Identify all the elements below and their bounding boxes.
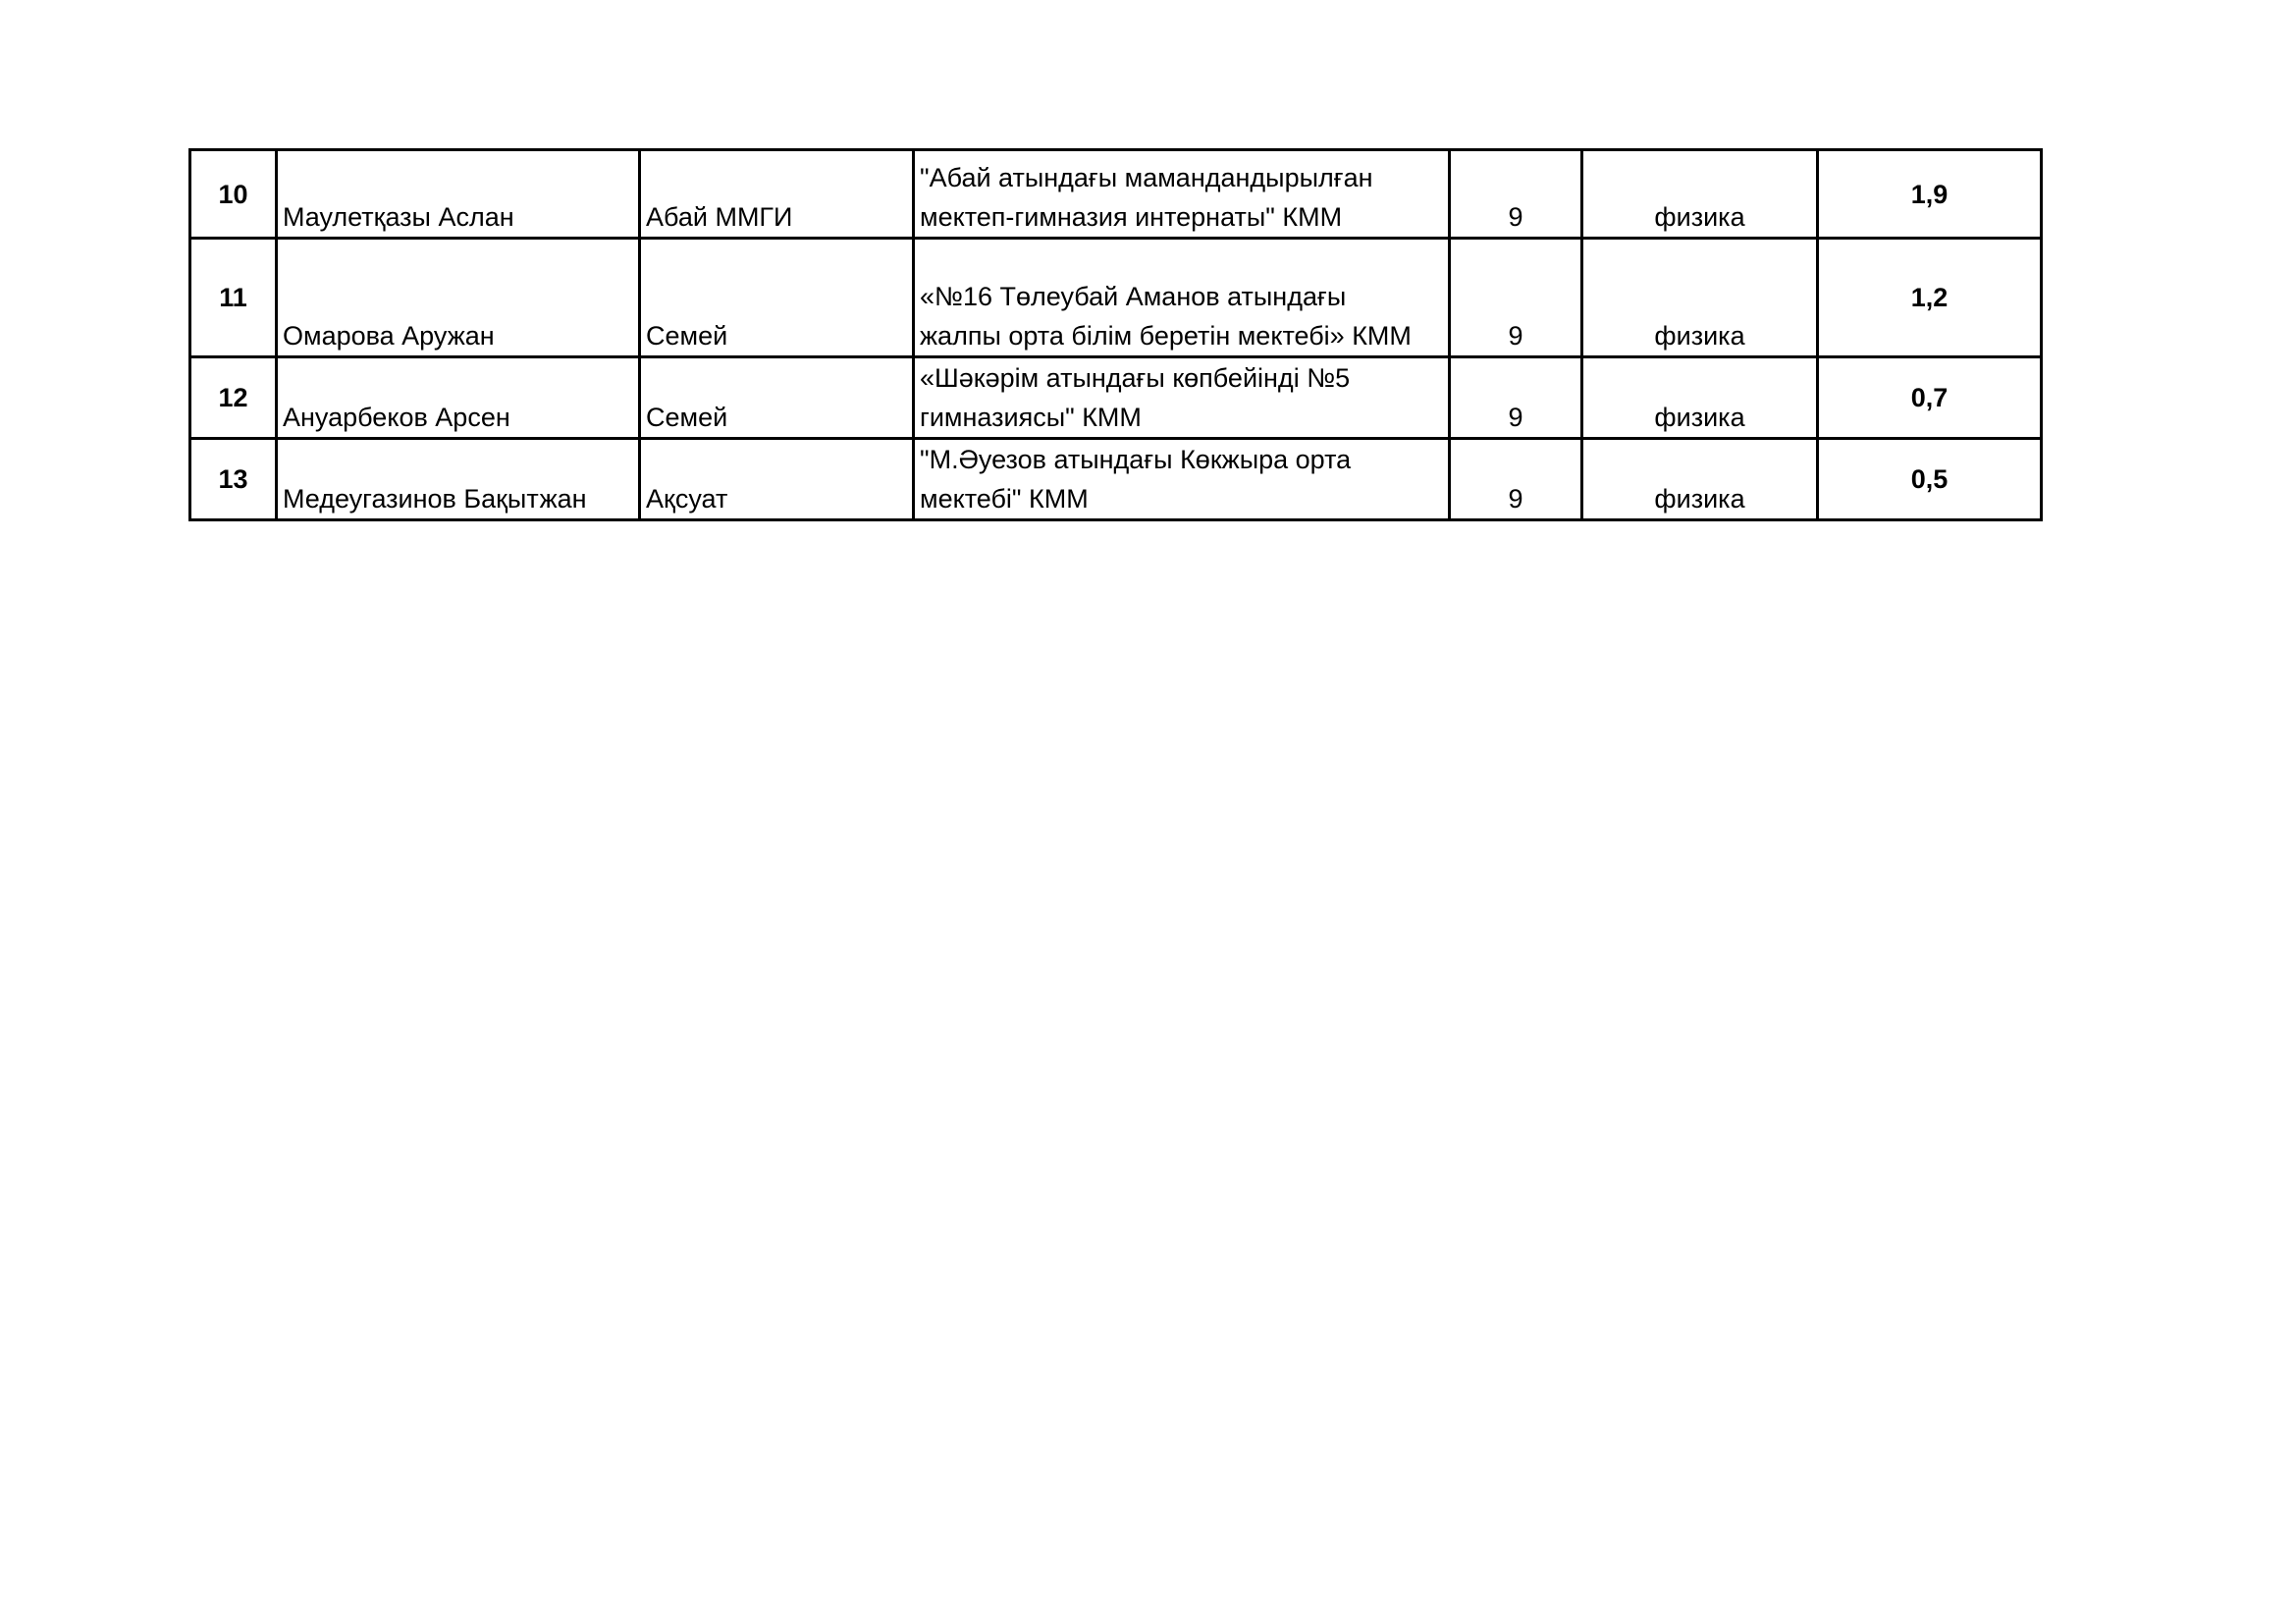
- student-name: Ануарбеков Арсен: [277, 357, 640, 439]
- subject: физика: [1582, 150, 1818, 239]
- school-name-line1: "Абай атындағы мамандандырылған: [920, 163, 1373, 192]
- grade: 9: [1450, 357, 1582, 439]
- grade: 9: [1450, 239, 1582, 357]
- student-name: Медеугазинов Бақытжан: [277, 439, 640, 520]
- district: Ақсуат: [640, 439, 914, 520]
- school-name-line1: «Шәкәрім атындағы көпбейінді №5: [920, 363, 1351, 393]
- district: Семей: [640, 239, 914, 357]
- school-name-line2: жалпы орта білім беретін мектебі» КММ: [920, 321, 1412, 351]
- school-cell: [914, 239, 1450, 357]
- school-cell: [914, 439, 1450, 520]
- row-number: 11: [190, 239, 277, 357]
- grade: 9: [1450, 439, 1582, 520]
- row-number: 10: [190, 150, 277, 239]
- student-name: Омарова Аружан: [277, 239, 640, 357]
- row-number: 13: [190, 439, 277, 520]
- school-name-line1: "М.Әуезов атындағы Көкжыра орта: [920, 445, 1352, 474]
- district: Абай ММГИ: [640, 150, 914, 239]
- subject: физика: [1582, 357, 1818, 439]
- score: 0,7: [1818, 357, 2042, 439]
- row-number: 12: [190, 357, 277, 439]
- school-name-line2: мектебі" КММ: [920, 484, 1089, 514]
- school-name-line2: гимназиясы" КММ: [920, 403, 1142, 432]
- table-row: [190, 150, 2042, 239]
- table-row: [190, 439, 2042, 520]
- student-name: Маулетқазы Аслан: [277, 150, 640, 239]
- table-row: [190, 357, 2042, 439]
- school-name-line2: мектеп-гимназия интернаты" КММ: [920, 202, 1343, 232]
- district: Семей: [640, 357, 914, 439]
- school-cell: [914, 357, 1450, 439]
- table-row: [190, 239, 2042, 357]
- results-table: [188, 148, 2043, 521]
- subject: физика: [1582, 239, 1818, 357]
- score: 1,2: [1818, 239, 2042, 357]
- school-name-line1: «№16 Төлеубай Аманов атындағы: [920, 282, 1347, 311]
- score: 0,5: [1818, 439, 2042, 520]
- grade: 9: [1450, 150, 1582, 239]
- school-cell: [914, 150, 1450, 239]
- score: 1,9: [1818, 150, 2042, 239]
- subject: физика: [1582, 439, 1818, 520]
